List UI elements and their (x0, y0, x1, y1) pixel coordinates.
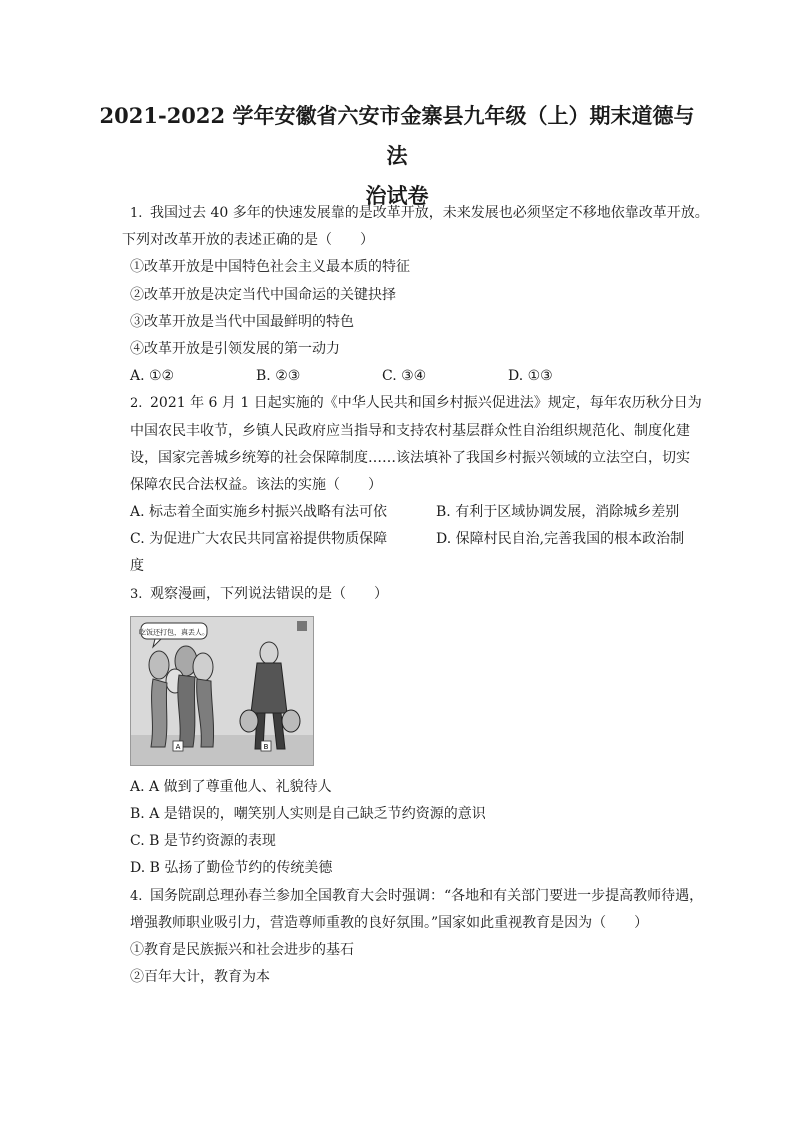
question-2 (130, 390, 710, 580)
exam-title (90, 96, 704, 216)
cartoon-image (130, 616, 314, 766)
question-3 (130, 581, 710, 883)
question-3-option-a[interactable]: A. A 做到了尊重他人、礼貌待人 (130, 778, 332, 795)
cartoon-logo-icon (297, 621, 307, 631)
question-1-item-2: ②改革开放是决定当代中国命运的关键抉择 (130, 286, 396, 303)
question-2-options-row-2 (130, 526, 710, 553)
question-2-stem-line-3: 设，国家完善城乡统筹的社会保障制度……该法填补了我国乡村振兴领域的立法空白，切实 (130, 449, 690, 466)
question-3-stem-text: 观察漫画，下列说法错误的是（ ） (150, 585, 388, 602)
question-3-option-c[interactable]: C. B 是节约资源的表现 (130, 833, 276, 850)
question-4-item-1: ①教育是民族振兴和社会进步的基石 (130, 941, 354, 958)
question-2-option-d[interactable]: D. 保障村民自治,完善我国的根本政治制 (436, 531, 685, 548)
question-4-stem-line-2: 增强教师职业吸引力，营造尊师重教的良好氛围。”国家如此重视教育是因为（ ） (130, 914, 649, 931)
question-1-item-4: ④改革开放是引领发展的第一动力 (130, 340, 340, 357)
question-2-stem-text: 2021 年 6 月 1 日起实施的《中华人民共和国乡村振兴促进法》规定，每年农历秋分日为 (150, 395, 702, 412)
question-2-stem-line-2: 中国农民丰收节，乡镇人民政府应当指导和支持农村基层群众性自治组织规范化、制度化建 (130, 422, 690, 439)
figure-a2-body (178, 675, 195, 747)
question-1-stem-line-2: 下列对改革开放的表述正确的是（ ） (122, 232, 374, 249)
question-4 (130, 883, 710, 992)
question-2-number: 2. (130, 396, 143, 412)
question-2-stem-line-1 (130, 390, 710, 417)
speech-text: 吃饭还打包，真丢人。 (139, 628, 209, 637)
question-4-stem-line-1 (130, 883, 710, 910)
question-2-option-d-continued: 度 (130, 558, 144, 575)
question-2-option-a[interactable]: A. 标志着全面实施乡村振兴战略有法可依 (130, 504, 388, 521)
figure-b-head (260, 642, 278, 664)
question-4-number: 4. (130, 888, 143, 904)
question-1-options (130, 363, 710, 390)
question-1-stem-line-1 (130, 200, 710, 227)
question-4-item-2: ②百年大计，教育为本 (130, 969, 270, 986)
question-1-item-1: ①改革开放是中国特色社会主义最本质的特征 (130, 259, 410, 276)
question-1-stem-text: 我国过去 40 多年的快速发展靠的是改革开放，未来发展也必须坚定不移地依靠改革开放。 (150, 205, 709, 221)
question-4-stem-text: 国务院副总理孙春兰参加全国教育大会时强调：“各地和有关部门要进一步提高教师待遇， (150, 887, 704, 904)
label-b: B (263, 742, 269, 751)
bag-right-icon (282, 710, 300, 732)
bag-left-icon (240, 710, 258, 732)
question-1-option-c[interactable]: C. ③④ (382, 368, 427, 385)
question-list (122, 200, 710, 991)
question-3-stem (130, 581, 710, 608)
question-2-options-row-1 (130, 499, 710, 526)
question-1 (122, 200, 710, 390)
title-line-1: 2021-2022 学年安徽省六安市金寨县九年级（上）期末道德与法 (99, 103, 695, 168)
figure-a3-head (193, 653, 213, 681)
figure-group-a (149, 646, 214, 751)
question-1-item-3: ③改革开放是当代中国最鲜明的特色 (130, 313, 354, 330)
figure-a1-head (149, 651, 169, 679)
question-1-option-a[interactable]: A. ①② (130, 368, 175, 385)
question-3-number: 3. (130, 586, 143, 602)
question-3-option-d[interactable]: D. B 弘扬了勤俭节约的传统美德 (130, 860, 333, 877)
question-1-number: 1. (130, 206, 143, 221)
title-line-2: 治试卷 (365, 183, 429, 208)
question-2-option-c[interactable]: C. 为促进广大农民共同富裕提供物质保障 (130, 531, 388, 548)
question-1-option-b[interactable]: B. ②③ (256, 368, 301, 385)
figure-b-coat (251, 663, 287, 713)
question-2-stem-line-4: 保障农民合法权益。该法的实施（ ） (130, 476, 382, 493)
question-3-option-b[interactable]: B. A 是错误的，嘲笑别人实则是自己缺乏节约资源的意识 (130, 806, 486, 822)
question-1-option-d[interactable]: D. ①③ (508, 368, 553, 385)
label-a: A (175, 742, 181, 751)
figure-a1-body (151, 679, 167, 747)
question-2-option-b[interactable]: B. 有利于区域协调发展，消除城乡差别 (436, 504, 680, 521)
